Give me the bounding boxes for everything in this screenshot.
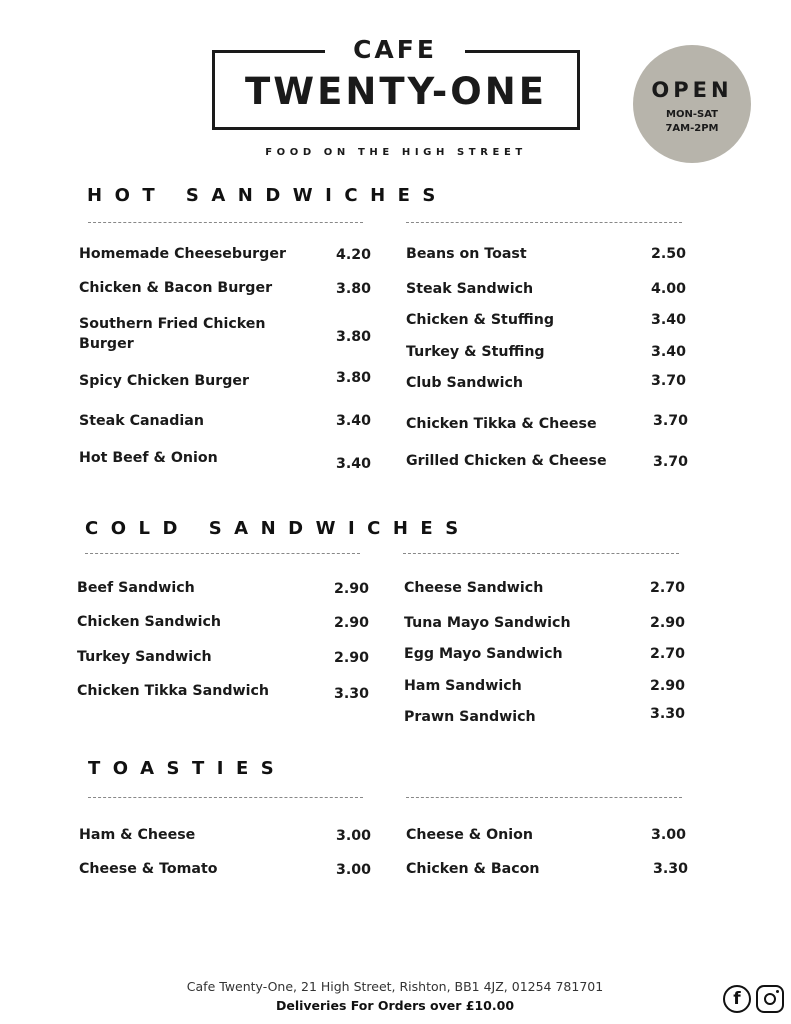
menu-item-name: Chicken & Stuffing [406, 312, 554, 328]
instagram-icon[interactable] [756, 985, 784, 1013]
menu-item-price: 3.70 [653, 413, 689, 429]
menu-item-name: Chicken Tikka & Cheese [406, 416, 597, 432]
menu-item-price: 3.80 [336, 281, 372, 297]
menu-item-price: 3.70 [651, 373, 687, 389]
menu-item-name: Hot Beef & Onion [79, 450, 218, 466]
menu-item-price: 3.40 [651, 312, 687, 328]
logo-cafe-text: CAFE [353, 35, 437, 64]
menu-item-price: 4.20 [336, 247, 372, 263]
open-days: MON-SAT [666, 109, 718, 120]
divider-cold-right [403, 553, 679, 554]
divider-cold-left [85, 553, 360, 554]
menu-item-price: 3.00 [336, 828, 372, 844]
menu-item-price: 3.30 [334, 686, 370, 702]
section-title-toasties: TOASTIES [88, 758, 287, 779]
menu-item-name: Grilled Chicken & Cheese [406, 453, 607, 469]
menu-item-price: 3.40 [336, 413, 372, 429]
menu-item-name: Cheese & Onion [406, 827, 533, 843]
divider-toasties-right [406, 797, 682, 798]
menu-item-name: Southern Fried Chicken Burger [79, 316, 266, 352]
menu-item-price: 2.90 [334, 650, 370, 666]
menu-item-price: 2.90 [650, 615, 686, 631]
menu-item-name: Chicken Sandwich [77, 614, 222, 630]
menu-item-price: 3.80 [336, 370, 372, 386]
menu-item-price: 3.30 [653, 861, 689, 877]
menu-item-price: 3.40 [336, 456, 372, 472]
menu-item-name: Turkey Sandwich [77, 649, 212, 665]
menu-item-name: Homemade Cheeseburger [79, 246, 286, 262]
menu-item-name: Club Sandwich [406, 375, 523, 391]
menu-item-name: Turkey & Stuffing [406, 344, 545, 360]
menu-item-name: Egg Mayo Sandwich [404, 646, 563, 662]
menu-item-name: Beans on Toast [406, 246, 527, 262]
logo-name-text: TWENTY-ONE [245, 70, 547, 113]
menu-item-name: Cheese & Tomato [79, 861, 218, 877]
menu-item-price: 2.90 [334, 615, 370, 631]
menu-item-name: Cheese Sandwich [404, 580, 544, 596]
divider-hot-left [88, 222, 363, 223]
menu-item-price: 2.90 [650, 678, 686, 694]
menu-item-name: Steak Canadian [79, 413, 204, 429]
open-status: OPEN [651, 78, 733, 102]
menu-item-name: Ham Sandwich [404, 678, 522, 694]
menu-item-name: Spicy Chicken Burger [79, 373, 250, 389]
menu-item-price: 3.00 [651, 827, 687, 843]
menu-item-price: 3.40 [651, 344, 687, 360]
divider-toasties-left [88, 797, 363, 798]
facebook-glyph: f [733, 989, 741, 1009]
menu-item-name: Tuna Mayo Sandwich [404, 615, 571, 631]
menu-item-price: 2.90 [334, 581, 370, 597]
instagram-dot [776, 990, 779, 993]
menu-item-price: 2.70 [650, 646, 686, 662]
open-hours: 7AM-2PM [665, 123, 719, 134]
instagram-lens [764, 993, 776, 1005]
menu-item-price: 3.70 [653, 454, 689, 470]
open-badge [633, 45, 751, 163]
menu-item-price: 3.80 [336, 329, 372, 345]
facebook-icon[interactable] [723, 985, 751, 1013]
menu-item-price: 2.70 [650, 580, 686, 596]
section-title-hot: HOT SANDWICHES [87, 185, 448, 206]
tagline: FOOD ON THE HIGH STREET [265, 147, 527, 158]
menu-item-name: Beef Sandwich [77, 580, 195, 596]
footer-delivery: Deliveries For Orders over £10.00 [275, 998, 515, 1013]
menu-item-price: 4.00 [651, 281, 687, 297]
menu-item-name: Chicken & Bacon Burger [79, 280, 273, 296]
menu-item-price: 3.30 [650, 706, 686, 722]
menu-item-name: Chicken Tikka Sandwich [77, 683, 269, 699]
menu-item-name: Chicken & Bacon [406, 861, 540, 877]
menu-item-name: Steak Sandwich [406, 281, 534, 297]
divider-hot-right [406, 222, 682, 223]
footer-address: Cafe Twenty-One, 21 High Street, Rishton, BB1 4JZ, 01254 781701 [186, 979, 604, 994]
menu-item-name: Ham & Cheese [79, 827, 196, 843]
menu-item-price: 3.00 [336, 862, 372, 878]
menu-item-name: Prawn Sandwich [404, 709, 536, 725]
section-title-cold: COLD SANDWICHES [85, 518, 471, 539]
menu-item-price: 2.50 [651, 246, 687, 262]
